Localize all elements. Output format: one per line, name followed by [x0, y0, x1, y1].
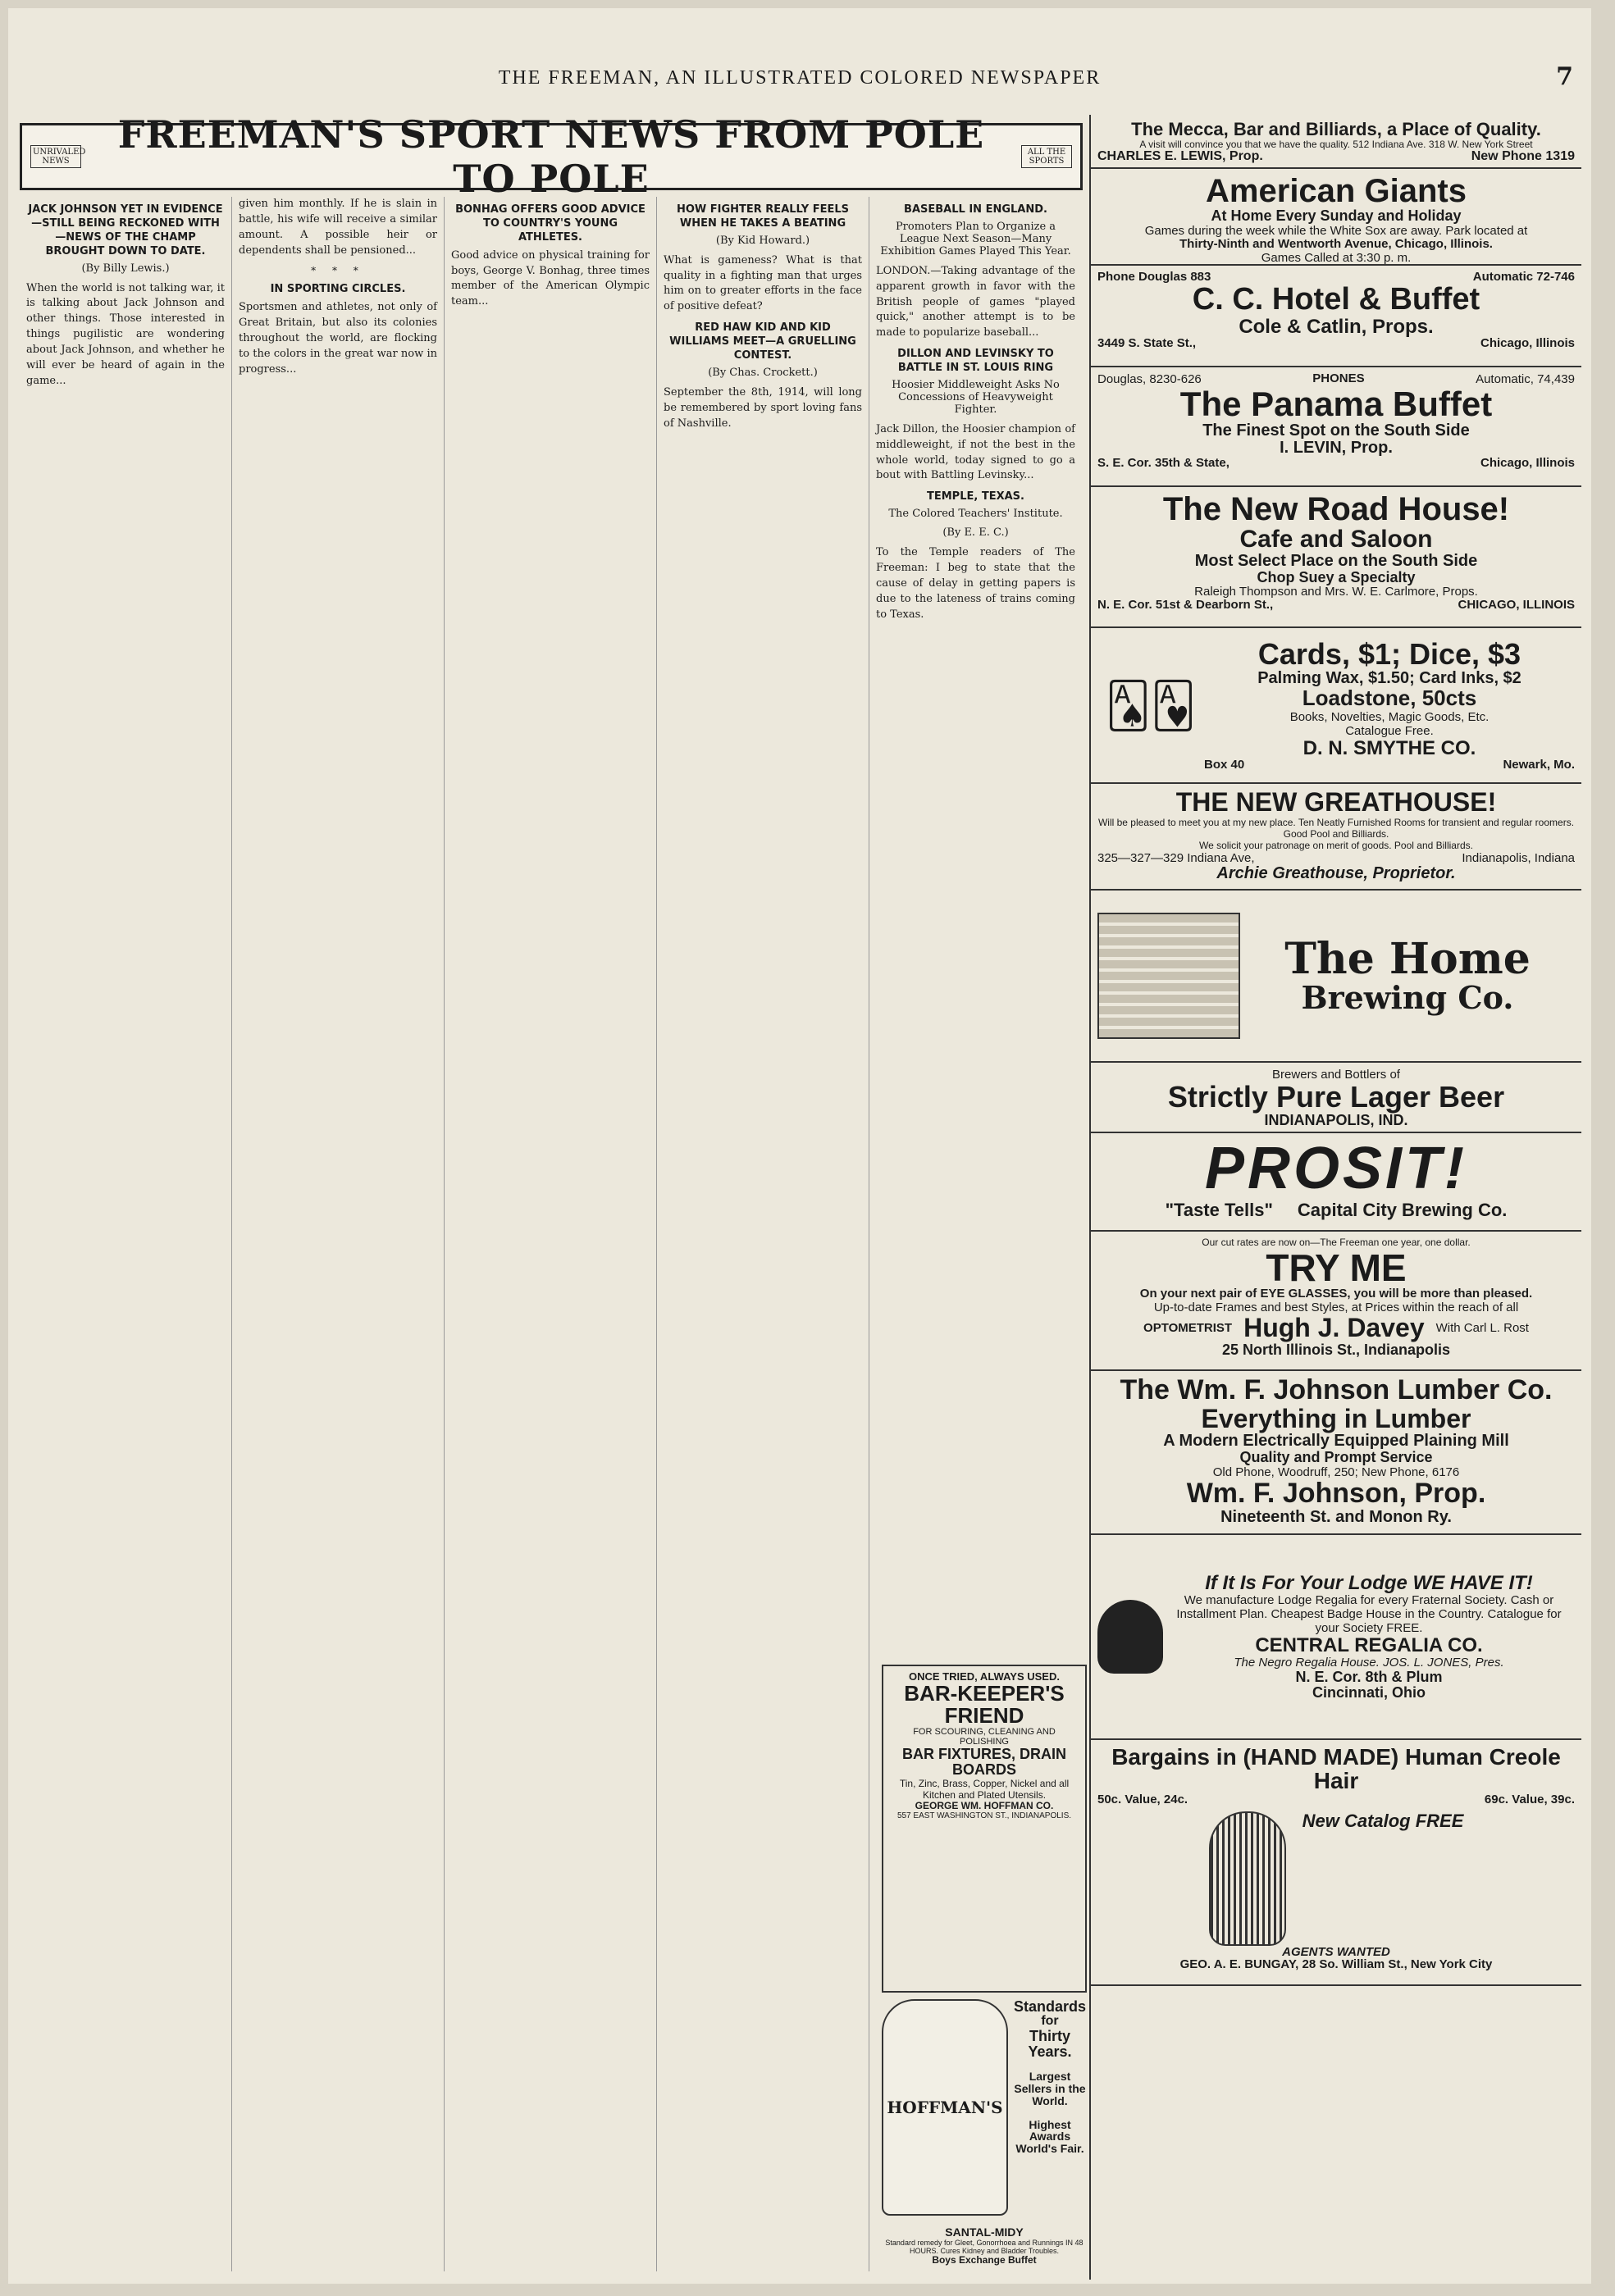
subhead-baseball: Promoters Plan to Organize a League Next Season—Many Exhibition Games Played This Year. [880, 220, 1071, 257]
ad-brewing-city: INDIANAPOLIS, IND. [1264, 1111, 1408, 1128]
ad-roadhouse-city: CHICAGO, ILLINOIS [1458, 598, 1575, 613]
article-champion-text: given him monthly. If he is slain in battle, his wife will receive a similar amount. A possible heir or dependents shall be pensioned... [239, 198, 437, 257]
headline-bonhag: BONHAG OFFERS GOOD ADVICE TO COUNTRY'S YOUNG ATHLETES. [455, 203, 646, 244]
byline-redhaw: (By Chas. Crockett.) [708, 366, 818, 379]
banner-badge-left: UNRIVALED NEWS [30, 145, 81, 168]
ad-giants-subtitle: At Home Every Sunday and Holiday [1211, 207, 1462, 224]
ad-hair-agents: AGENTS WANTED [1282, 1944, 1390, 1959]
ad-tryme-optometrist: OPTOMETRIST [1143, 1320, 1233, 1335]
ad-santal-boys [882, 2226, 1087, 2280]
ad-hair-catalog: New Catalog FREE [1302, 1810, 1464, 1831]
ad-hoffmans-standards3: Thirty Years. [1028, 2027, 1072, 2060]
ad-cards-city: Newark, Mo. [1503, 757, 1575, 772]
ad-cc-phone-left: Phone Douglas 883 [1097, 270, 1211, 284]
ad-tryme-name: Hugh J. Davey [1243, 1313, 1425, 1343]
ad-regalia-address: N. E. Cor. 8th & Plum [1295, 1669, 1443, 1686]
headline-temple: TEMPLE, TEXAS. [927, 490, 1024, 503]
ad-roadhouse-subtitle: Cafe and Saloon [1239, 526, 1433, 553]
ad-central-regalia [1091, 1535, 1581, 1740]
advertisement-column [1089, 115, 1581, 2280]
ad-roadhouse-line2: Chop Suey a Specialty [1257, 568, 1416, 585]
ad-tryme-line2: Up-to-date Frames and best Styles, at Prices within the reach of all [1153, 1301, 1519, 1315]
ad-panama-phone-label: PHONES [1312, 371, 1365, 385]
ad-prosit-company: Capital City Brewing Co. [1297, 1199, 1508, 1220]
ad-cc-address: 3449 S. State St., [1097, 335, 1197, 350]
ad-cards-line2: Loadstone, 50cts [1302, 686, 1477, 711]
cleanser-can-icon [882, 1999, 1008, 2216]
ad-cc-props: Cole & Catlin, Props. [1239, 315, 1434, 338]
byline-johnson: (By Billy Lewis.) [81, 262, 170, 275]
ad-barkeepers-line3: Tin, Zinc, Brass, Copper, Nickel and all Kitchen and Plated Utensils. [899, 1778, 1070, 1802]
ad-new-greathouse [1091, 784, 1581, 891]
ad-greathouse-line1: Will be pleased to meet you at my new place. Ten Neatly Furnished Rooms for transient and regular roomers. Good Pool and Billiards. [1097, 816, 1575, 840]
ad-prosit-title: PROSIT! [1204, 1136, 1467, 1201]
ad-hoffmans-line2: Highest Awards World's Fair. [1015, 2117, 1084, 2155]
ad-greathouse-line2: We solicit your patronage on merit of goods. Pool and Billiards. [1199, 839, 1473, 851]
headline-sporting: IN SPORTING CIRCLES. [270, 283, 406, 296]
page-number: 7 [1556, 62, 1573, 91]
section-divider: * * * [311, 265, 365, 277]
article-redhaw-text: September the 8th, 1914, will long be remembered by sport loving fans of Nashville. [664, 385, 862, 430]
newspaper-page [8, 8, 1591, 2284]
subhead-dillon: Hoosier Middleweight Asks No Concessions of Heavyweight Fighter. [892, 378, 1060, 416]
column-4 [657, 197, 869, 2271]
hair-braid-illustration [1209, 1811, 1286, 1946]
ad-roadhouse-line1: Most Select Place on the South Side [1194, 551, 1478, 570]
ad-hair-title: Bargains in (HAND MADE) Human Creole Hair [1111, 1744, 1561, 1794]
ad-roadhouse-address: N. E. Cor. 51st & Dearborn St., [1097, 598, 1274, 613]
ad-home-brewing [1091, 891, 1581, 1063]
ad-hair-company: GEO. A. E. BUNGAY, 28 So. William St., New York City [1179, 1957, 1493, 1972]
ad-panama-buffet [1091, 367, 1581, 487]
ad-tryme-address: 25 North Illinois St., Indianapolis [1221, 1341, 1451, 1358]
article-johnson-text: When the world is not talking war, it is talking about Jack Johnson and other things. Those interested in things pugilistic are wondering about Jack Johnson, and whether he will ever be heard of again in the game... [26, 281, 225, 387]
ad-brewing-line1: Brewers and Bottlers of [1272, 1068, 1400, 1082]
ad-hair-price1: 50c. Value, 24c. [1097, 1792, 1188, 1806]
ad-mecca-proprietor: CHARLES E. LEWIS, Prop. [1097, 149, 1263, 164]
ad-lumber-line2: Quality and Prompt Service [1239, 1449, 1433, 1466]
banner-title: FREEMAN'S SPORT NEWS FROM POLE TO POLE [117, 112, 985, 201]
ad-lumber-line3: Old Phone, Woodruff, 250; New Phone, 6176 [1212, 1465, 1460, 1480]
ad-bar-keepers-friend [882, 1665, 1087, 1993]
ad-tryme-title: TRY ME [1266, 1246, 1407, 1289]
ad-mecca-phone: New Phone 1319 [1471, 149, 1575, 164]
ad-brewing-title2: Brewing Co. [1301, 979, 1514, 1017]
ad-brewing-title1: The Home [1284, 933, 1531, 984]
ad-tryme-line1: On your next pair of EYE GLASSES, you will be more than pleased. [1139, 1287, 1533, 1301]
ad-tryme-with: With Carl L. Rost [1435, 1321, 1529, 1336]
ad-lumber-proprietor: Wm. F. Johnson, Prop. [1186, 1478, 1486, 1510]
ad-panama-title: The Panama Buffet [1179, 385, 1493, 423]
ad-lumber-line1: A Modern Electrically Equipped Plaining Mill [1163, 1432, 1509, 1451]
ad-giants-line2: Thirty-Ninth and Wentworth Avenue, Chicago, Illinois. [1179, 236, 1493, 251]
ad-panama-proprietor: I. LEVIN, Prop. [1280, 439, 1393, 458]
inset-ads-column [882, 1665, 1087, 2239]
article-beating-text: What is gameness? What is that quality in a fighting man that urges him on to greater efforts in the face of positive defeat? [664, 253, 862, 313]
ad-tryme-notice: Our cut rates are now on—The Freeman one year, one dollar. [1202, 1237, 1471, 1248]
ad-lumber-title: The Wm. F. Johnson Lumber Co. [1120, 1374, 1553, 1405]
ad-hoffmans-standards1: Standards [1013, 1998, 1087, 2015]
ad-lumber-address: Nineteenth St. and Monon Ry. [1220, 1507, 1452, 1526]
ad-cc-hotel [1091, 266, 1581, 367]
ad-greathouse-title: THE NEW GREATHOUSE! [1175, 787, 1497, 817]
ad-cc-city: Chicago, Illinois [1480, 335, 1575, 350]
ad-american-giants [1091, 169, 1581, 266]
ad-hoffmans [882, 1999, 1087, 2229]
ad-cards-line4: Catalogue Free. [1345, 723, 1434, 738]
article-dillon-text: Jack Dillon, the Hoosier champion of middleweight, if not the best in the whole world, today signed to go a bout with Battling Levinsky... [876, 422, 1075, 482]
ad-greathouse-proprietor: Archie Greathouse, Proprietor. [1216, 863, 1456, 882]
ad-barkeepers-line1: FOR SCOURING, CLEANING AND POLISHING [913, 1727, 1056, 1747]
ad-roadhouse-line3: Raleigh Thompson and Mrs. W. E. Carlmore, Props. [1194, 585, 1478, 599]
ad-boys-title: Boys Exchange Buffet [932, 2253, 1037, 2266]
ad-johnson-lumber [1091, 1371, 1581, 1535]
ad-panama-subtitle: The Finest Spot on the South Side [1202, 421, 1470, 440]
ad-hoffmans-standards2: for [1041, 2013, 1059, 2028]
ad-panama-city: Chicago, Illinois [1480, 456, 1575, 471]
headline-baseball: BASEBALL IN ENGLAND. [904, 203, 1047, 216]
ad-cards-box: Box 40 [1204, 757, 1245, 772]
article-bonhag-text: Good advice on physical training for boys, George V. Bonhag, three times member of the American Olympic team... [451, 248, 650, 308]
ad-cards-company: D. N. SMYTHE CO. [1302, 736, 1476, 759]
ad-prosit-slogan: "Taste Tells" [1165, 1199, 1273, 1220]
ad-regalia-city: Cincinnati, Ohio [1312, 1684, 1426, 1702]
ad-regalia-company: CENTRAL REGALIA CO. [1255, 1634, 1483, 1657]
ad-panama-phone-right: Automatic, 74,439 [1476, 372, 1575, 386]
subhead-temple: The Colored Teachers' Institute. [888, 508, 1063, 521]
ad-cc-title: C. C. Hotel & Buffet [1192, 281, 1480, 317]
ad-santal-body: Standard remedy for Gleet, Gonorrhoea and Runnings IN 48 HOURS. Cures Kidney and Bladder Troubles. [885, 2238, 1084, 2255]
ad-giants-line1: Games during the week while the White Sox are away. Park located at [1144, 223, 1528, 238]
ad-cards-line3: Books, Novelties, Magic Goods, Etc. [1289, 709, 1490, 724]
column-2 [232, 197, 445, 2271]
ad-barkeepers-line2: BAR FIXTURES, DRAIN BOARDS [901, 1746, 1066, 1779]
column-1 [20, 197, 232, 2271]
ad-cards-line1: Palming Wax, $1.50; Card Inks, $2 [1257, 669, 1521, 688]
byline-temple: (By E. E. C.) [942, 526, 1009, 540]
lodge-mask-icon [1097, 1600, 1163, 1674]
ad-panama-address: S. E. Cor. 35th & State, [1097, 456, 1229, 471]
ad-barkeepers-title: BAR-KEEPER'S FRIEND [904, 1680, 1065, 1728]
column-3 [445, 197, 657, 2271]
ad-hair-price2: 69c. Value, 39c. [1484, 1792, 1575, 1806]
ad-new-road-house [1091, 487, 1581, 628]
ad-greathouse-city: Indianapolis, Indiana [1462, 850, 1575, 865]
ad-mecca-title: The Mecca, Bar and Billiards, a Place of Quality. [1131, 119, 1541, 139]
ad-roadhouse-title: The New Road House! [1162, 491, 1510, 527]
ad-cards-title: Cards, $1; Dice, $3 [1257, 637, 1521, 672]
ad-lager-beer [1091, 1063, 1581, 1133]
headline-redhaw: RED HAW KID AND KID WILLIAMS MEET—A GRUELLING CONTEST. [669, 321, 856, 362]
ad-barkeepers-top: ONCE TRIED, ALWAYS USED. [909, 1670, 1060, 1683]
banner-badge-right: ALL THE SPORTS [1021, 145, 1072, 168]
article-temple-text: To the Temple readers of The Freeman: I beg to state that the cause of delay in getting papers is due to the lateness of trains coming to Texas. [876, 546, 1075, 621]
ad-cc-phone-right: Automatic 72-746 [1472, 270, 1575, 284]
article-sporting-text: Sportsmen and athletes, not only of Great Britain, but also its colonies throughout the world, are flocking to the colors in the great war now in progress... [239, 301, 437, 376]
ad-try-me [1091, 1232, 1581, 1371]
running-title: THE FREEMAN, AN ILLUSTRATED COLORED NEWSPAPER [498, 67, 1102, 89]
playing-cards-icon: 🂡🂱 [1105, 681, 1197, 731]
ad-hoffmans-line1: Largest Sellers in the World. [1014, 2070, 1086, 2107]
ad-hoffmans-label: HOFFMAN'S [887, 2098, 1003, 2117]
ad-prosit [1091, 1133, 1581, 1232]
ad-regalia-body: We manufacture Lodge Regalia for every Fraternal Society. Cash or Installment Plan. Cheapest Badge House in the Country. Catalogue for your Society FREE. [1176, 1593, 1562, 1636]
brewery-building-illustration [1097, 913, 1240, 1039]
ad-greathouse-address: 325—327—329 Indiana Ave, [1097, 850, 1255, 865]
ad-giants-title: American Giants [1206, 173, 1467, 209]
headline-beating: HOW FIGHTER REALLY FEELS WHEN HE TAKES A BEATING [676, 203, 850, 230]
ad-mecca [1091, 115, 1581, 169]
headline-johnson: JACK JOHNSON YET IN EVIDENCE —STILL BEING RECKONED WITH —NEWS OF THE CHAMP BROUGHT DOWN TO DATE. [28, 203, 223, 257]
byline-beating: (By Kid Howard.) [715, 234, 810, 247]
ad-giants-line3: Games Called at 3:30 p. m. [1261, 250, 1412, 265]
ad-lumber-subtitle: Everything in Lumber [1201, 1403, 1471, 1433]
ad-panama-phone-left: Douglas, 8230-626 [1097, 372, 1202, 386]
sport-news-banner [20, 112, 1083, 201]
ad-regalia-title: If It Is For Your Lodge WE HAVE IT! [1205, 1571, 1533, 1594]
ad-mecca-line: A visit will convince you that we have the quality. 512 Indiana Ave. 318 W. New York Street [1139, 139, 1533, 151]
ad-santal-title: SANTAL-MIDY [945, 2225, 1024, 2239]
headline-dillon: DILLON AND LEVINSKY TO BATTLE IN ST. LOUIS RING [897, 348, 1054, 374]
ad-barkeepers-company: GEORGE WM. HOFFMAN CO. [915, 1800, 1054, 1812]
ad-bargains-hair [1091, 1740, 1581, 1986]
article-baseball-text: LONDON.—Taking advantage of the apparent growth in favor with the British people of games "played quick," another attempt is to be made to popularize baseball... [876, 264, 1075, 339]
ad-regalia-tagline: The Negro Regalia House. JOS. L. JONES, Pres. [1234, 1656, 1504, 1670]
ad-barkeepers-address: 557 EAST WASHINGTON ST., INDIANAPOLIS. [896, 1811, 1072, 1820]
ad-cards [1091, 628, 1581, 784]
ad-brewing-title3: Strictly Pure Lager Beer [1167, 1080, 1505, 1114]
